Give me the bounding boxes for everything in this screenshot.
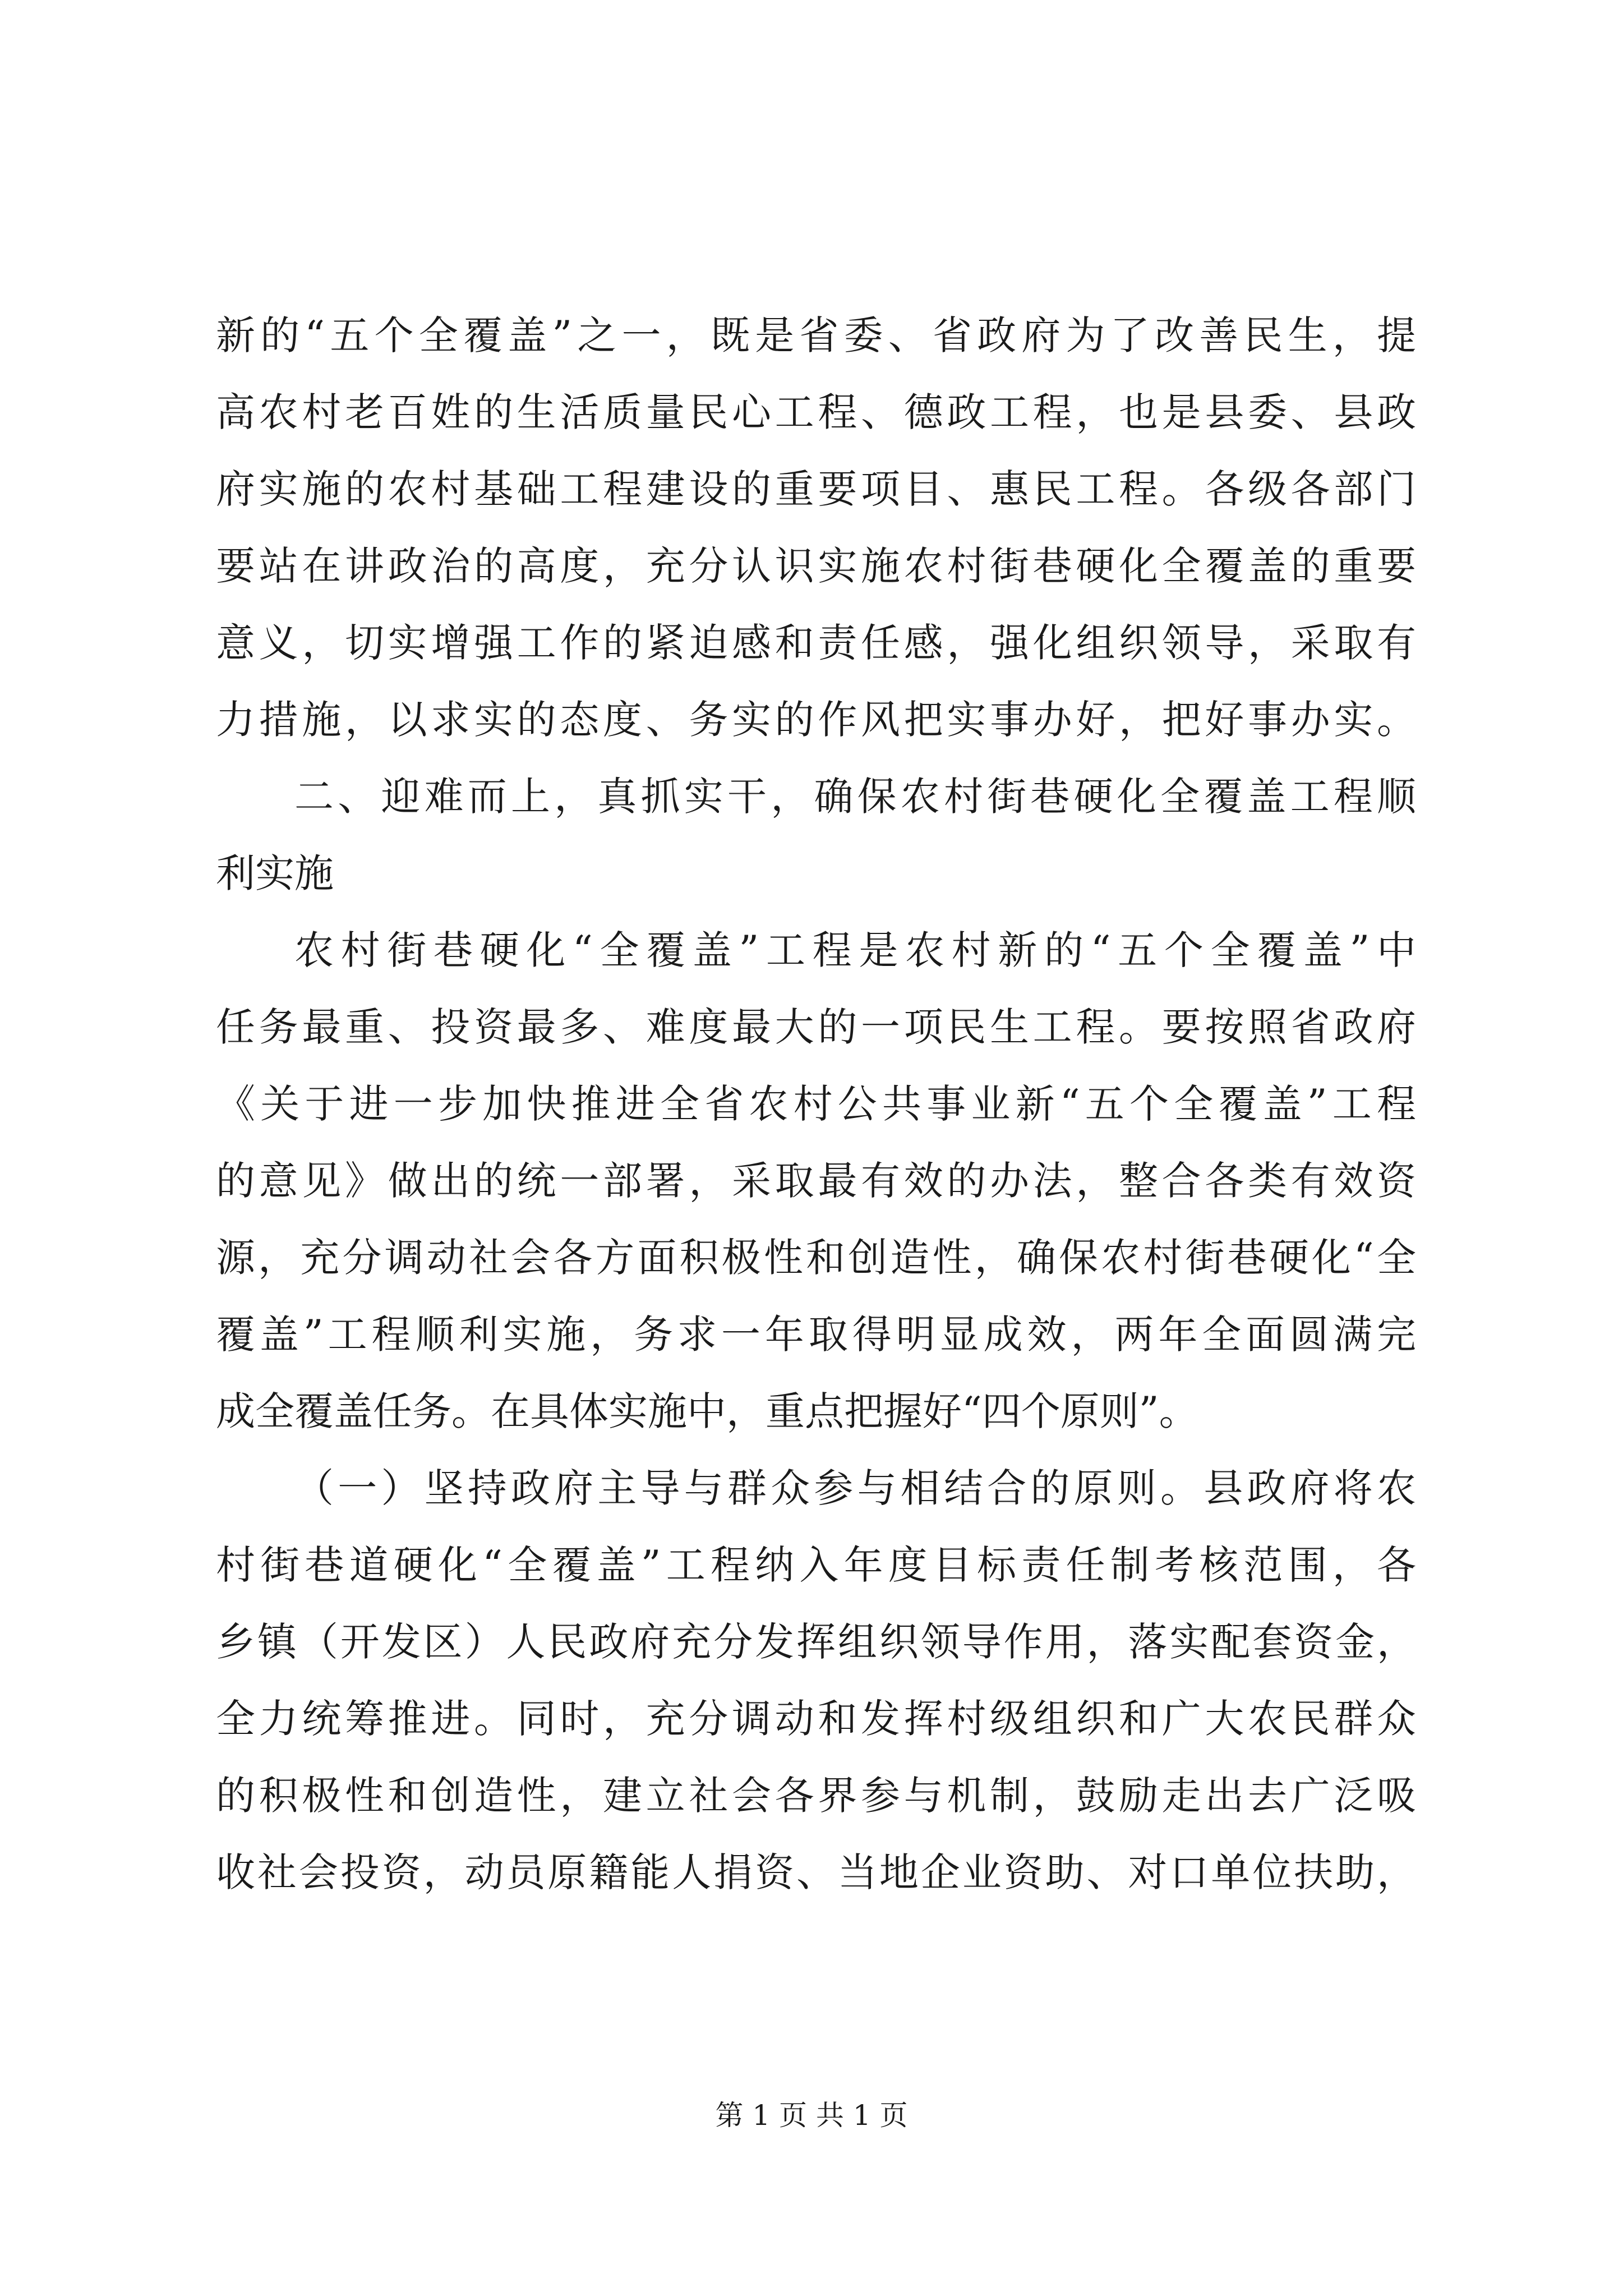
text-line: 源，充分调动社会各方面积极性和创造性，确保农村街巷硬化“全 [216,1235,1416,1281]
text-line: （一）坚持政府主导与群众参与相结合的原则。县政府将农 [294,1465,1416,1511]
text-line: 要站在讲政治的高度，充分认识实施农村街巷硬化全覆盖的重要 [216,543,1416,589]
text-line: 高农村老百姓的生活质量民心工程、德政工程，也是县委、县政 [216,389,1416,435]
text-line: 村街巷道硬化“全覆盖”工程纳入年度目标责任制考核范围，各 [216,1542,1416,1588]
text-line: 二、迎难而上，真抓实干，确保农村街巷硬化全覆盖工程顺 [294,774,1416,820]
text-line: 任务最重、投资最多、难度最大的一项民生工程。要按照省政府 [216,1004,1416,1050]
document-body [216,297,1416,1911]
text-line: 的意见》做出的统一部署，采取最有效的办法，整合各类有效资 [216,1158,1416,1204]
page-footer: 第 1 页 共 1 页 [715,2099,908,2132]
text-line: 力措施，以求实的态度、务实的作风把实事办好，把好事办实。 [216,697,1416,743]
text-line: 全力统筹推进。同时，充分调动和发挥村级组织和广大农民群众 [216,1696,1416,1742]
text-line: 覆盖”工程顺利实施，务求一年取得明显成效，两年全面圆满完 [216,1312,1416,1358]
text-line: 乡镇（开发区）人民政府充分发挥组织领导作用，落实配套资金， [216,1619,1416,1665]
text-line: 意义，切实增强工作的紧迫感和责任感，强化组织领导，采取有 [216,620,1416,666]
text-line: 府实施的农村基础工程建设的重要项目、惠民工程。各级各部门 [216,466,1416,512]
text-line: 农村街巷硬化“全覆盖”工程是农村新的“五个全覆盖”中 [294,927,1416,973]
text-line: 《关于进一步加快推进全省农村公共事业新“五个全覆盖”工程 [216,1081,1416,1127]
text-line: 收社会投资，动员原籍能人捐资、当地企业资助、对口单位扶助， [216,1849,1416,1895]
text-line: 利实施 [216,850,334,896]
text-line: 的积极性和创造性，建立社会各界参与机制，鼓励走出去广泛吸 [216,1773,1416,1819]
text-line: 新的“五个全覆盖”之一，既是省委、省政府为了改善民生，提 [216,312,1416,358]
text-line: 成全覆盖任务。在具体实施中，重点把握好“四个原则”。 [216,1388,1198,1434]
